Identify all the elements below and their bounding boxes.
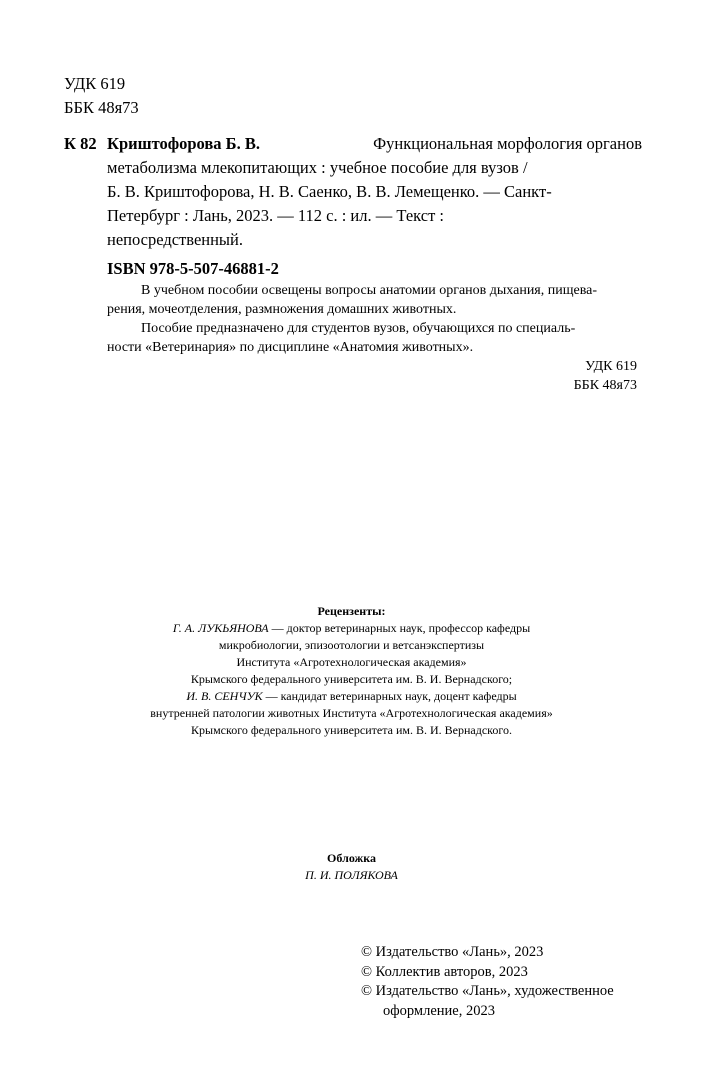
copyright-block [361, 943, 614, 1021]
copyright-line-1: © Издательство «Лань», 2023 [361, 944, 544, 960]
reviewer-2-line3: Крымского федерального университета им. В. И. Вернадского. [191, 723, 512, 737]
annotation-p2-line1: Пособие предназначено для студентов вузов, обучающихся по специаль- [141, 321, 576, 336]
author-name: Криштофорова Б. В. [107, 134, 260, 153]
copyright-line-3: © Издательство «Лань», художественное [361, 983, 614, 999]
bib-line-3: Б. В. Криштофорова, Н. В. Саенко, В. В. Лемещенко. — Санкт- [107, 182, 552, 201]
cover-heading: Обложка [327, 851, 376, 865]
isbn: ISBN 978-5-507-46881-2 [107, 259, 279, 278]
reviewer-2-title: — кандидат ветеринарных наук, доцент кафедры [265, 689, 517, 703]
author-mark: К 82 [64, 134, 97, 153]
udk-code-right: УДК 619 [585, 359, 637, 374]
reviewer-1-line1 [0, 620, 703, 637]
reviewer-1-line3: Института «Агротехнологическая академия» [236, 655, 467, 669]
annotation-p1-line1: В учебном пособии освещены вопросы анатомии органов дыхания, пищева- [141, 283, 598, 298]
annotation-p2-line2: ности «Ветеринария» по дисциплине «Анатомия животных». [107, 340, 474, 355]
cover-credit [0, 850, 703, 884]
cover-designer: П. И. ПОЛЯКОВА [305, 868, 398, 882]
reviewer-2-name: И. В. СЕНЧУК [186, 689, 263, 703]
copyright-line-2: © Коллектив авторов, 2023 [361, 963, 528, 980]
reviewers-heading: Рецензенты: [317, 604, 386, 618]
title-start: Функциональная морфология органов [373, 134, 642, 153]
reviewer-1-line4: Крымского федерального университета им. В. И. Вернадского; [190, 672, 513, 686]
bbk-code: ББК 48я73 [64, 98, 139, 117]
bibliographic-description [107, 132, 642, 252]
reviewer-2-line1 [0, 688, 703, 705]
reviewers-block [0, 603, 703, 739]
udk-code: УДК 619 [64, 74, 126, 93]
annotation-p1-line2: рения, мочеотделения, размножения домашних животных. [107, 302, 457, 317]
bbk-code-right: ББК 48я73 [573, 378, 637, 393]
bib-line-5: непосредственный. [107, 230, 243, 249]
reviewer-1-name: Г. А. ЛУКЬЯНОВА [172, 621, 269, 635]
reviewer-2-line2: внутренней патологии животных Института «Агротехнологическая академия» [150, 706, 553, 720]
reviewer-1-line2: микробиологии, эпизоотологии и ветсанэкспертизы [218, 638, 485, 652]
classification-codes-right [532, 357, 637, 395]
bib-line-2: метаболизма млекопитающих : учебное пособие для вузов / [107, 158, 528, 177]
annotation [107, 281, 642, 357]
bib-line-1 [107, 132, 642, 156]
classification-codes-top [64, 72, 139, 120]
copyright-line-4: оформление, 2023 [383, 1002, 495, 1019]
bib-line-4: Петербург : Лань, 2023. — 112 с. : ил. — Текст : [107, 206, 444, 225]
reviewer-1-title: — доктор ветеринарных наук, профессор кафедры [271, 621, 531, 635]
